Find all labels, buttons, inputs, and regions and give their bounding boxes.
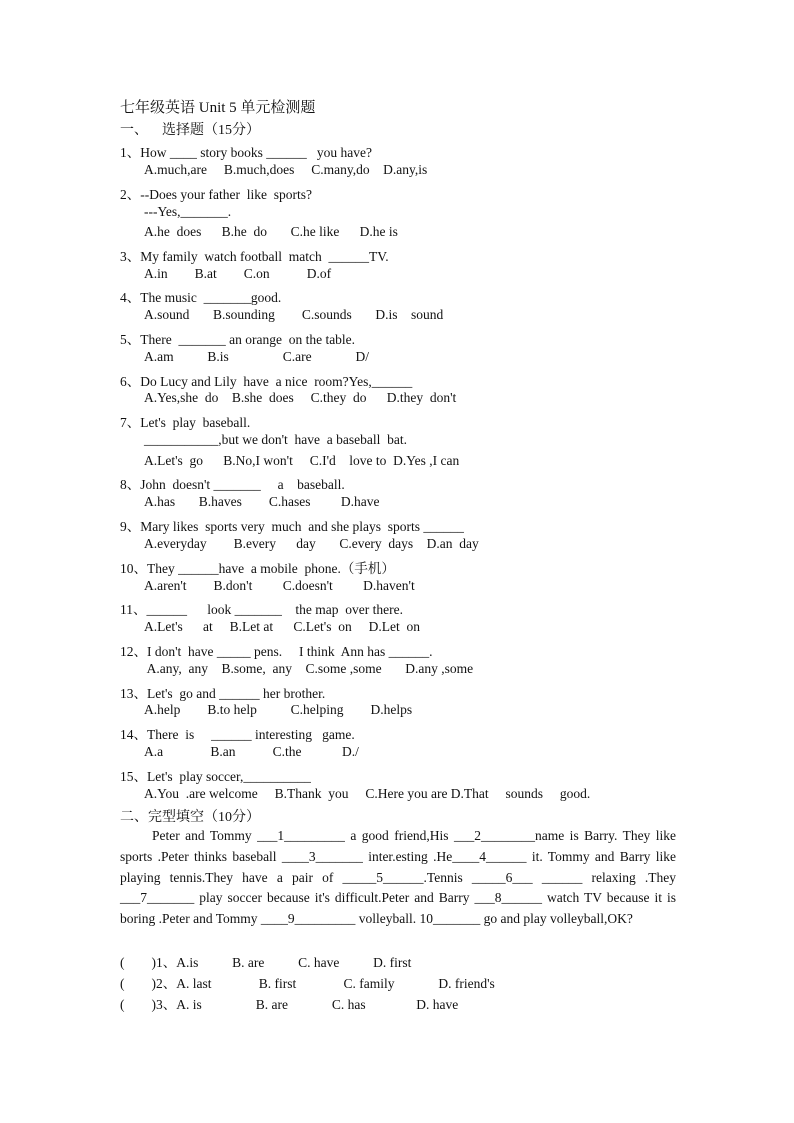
question-2: 2、--Does your father like sports? [120,187,312,202]
question-5-options: A.am B.is C.are D/ [144,349,369,364]
question-2-options: A.he does B.he do C.he like D.he is [144,224,398,239]
document-title: 七年级英语 Unit 5 单元检测题 [120,100,316,116]
question-9: 9、Mary likes sports very much and she plays sports ______ [120,519,464,534]
question-10: 10、They ______have a mobile phone.（手机） [120,561,395,576]
question-7-answer-line: ___________,but we don't have a baseball bat. [144,432,407,447]
question-2-answer-line: ---Yes,_______. [144,204,232,219]
cloze-question-2: ( )2、A. last B. first C. family D. friend's [120,976,495,991]
question-7: 7、Let's play baseball. [120,415,251,430]
question-5: 5、There _______ an orange on the table. [120,332,356,347]
question-3-options: A.in B.at C.on D.of [144,266,332,281]
question-3: 3、My family watch football match ______TV. [120,249,389,264]
question-12-options: A.any, any B.some, any C.some ,some D.any ,some [144,661,474,676]
question-15-options: A.You .are welcome B.Thank you C.Here you are D.That sounds good. [144,786,591,801]
question-10-options: A.aren't B.don't C.doesn't D.haven't [144,578,415,593]
section-2-title: 二、完型填空（10分） [120,810,260,825]
question-1-options: A.much,are B.much,does C.many,do D.any,is [144,162,428,177]
question-8-options: A.has B.haves C.hases D.have [144,494,380,509]
question-11: 11、______ look _______ the map over there. [120,602,403,617]
question-6-options: A.Yes,she do B.she does C.they do D.they don't [144,390,457,405]
question-7-options: A.Let's go B.No,I won't C.I'd love to D.Yes ,I can [144,453,460,468]
question-13: 13、Let's go and ______ her brother. [120,686,326,701]
question-15: 15、Let's play soccer,__________ [120,769,311,784]
question-11-options: A.Let's at B.Let at C.Let's on D.Let on [144,619,420,634]
question-6: 6、Do Lucy and Lily have a nice room?Yes,______ [120,374,413,389]
question-4: 4、The music _______good. [120,290,282,305]
section-1-title: 一、 选择题（15分） [120,123,260,138]
question-14-options: A.a B.an C.the D./ [144,744,359,759]
question-12: 12、I don't have _____ pens. I think Ann has ______. [120,644,433,659]
cloze-passage-text: Peter and Tommy ___1_________ a good friend,His ___2________name is Barry. They like sports .Peter thinks baseball ____3_______ inter.esting .He____4______ it. Tommy and Barry like playing tennis.They have a pair of _____5______.Tennis _____6___ ______ relaxing .They ___7_______ play soccer because it's difficult.Peter and Barry ___8______ watch TV because it is boring .Peter and Tommy ____9_________ volleyball. 10_______ go and play volleyball,OK? [120,828,676,927]
question-9-options: A.everyday B.every day C.every days D.an day [144,536,479,551]
cloze-passage [120,826,676,930]
question-14: 14、There is ______ interesting game. [120,727,355,742]
question-4-options: A.sound B.sounding C.sounds D.is sound [144,307,444,322]
question-1: 1、How ____ story books ______ you have? [120,145,372,160]
question-13-options: A.help B.to help C.helping D.helps [144,702,413,717]
cloze-question-1: ( )1、A.is B. are C. have D. first [120,955,412,970]
cloze-question-3: ( )3、A. is B. are C. has D. have [120,997,459,1012]
question-8: 8、John doesn't _______ a baseball. [120,477,345,492]
